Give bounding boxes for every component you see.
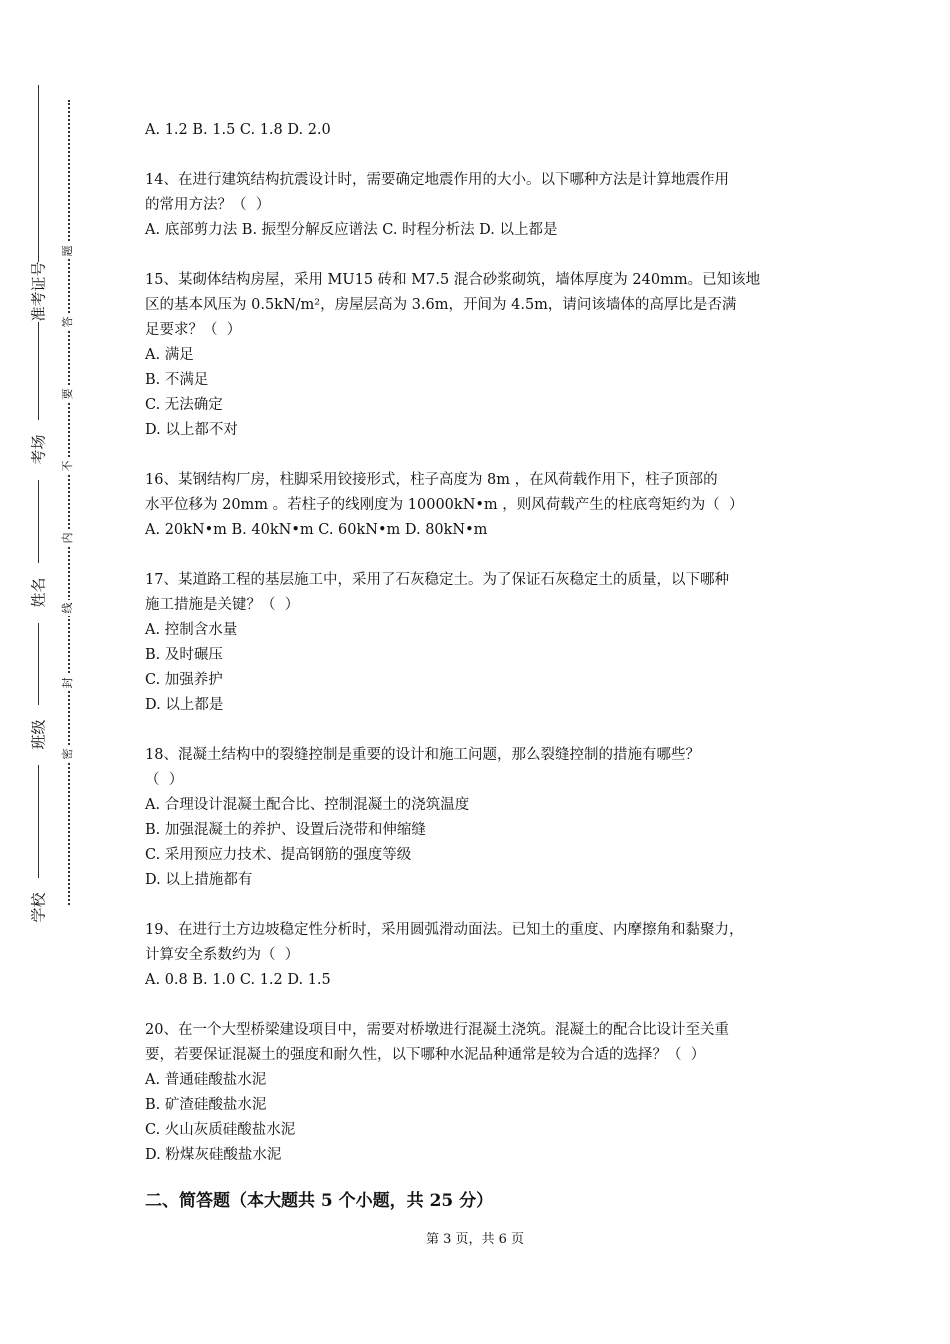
question-19-line-1: 19、在进行土方边坡稳定性分析时，采用圆弧滑动面法。已知土的重度、内摩擦角和黏聚力， [145,922,744,938]
seal-char-ti: 题 [60,243,76,259]
question-19 [145,918,825,993]
question-15-option-c: C. 无法确定 [145,397,223,413]
question-20 [145,1018,825,1168]
question-19-options: A. 0.8 B. 1.0 C. 1.2 D. 1.5 [145,972,331,988]
question-14-line-1: 14、在进行建筑结构抗震设计时，需要确定地震作用的大小。以下哪种方法是计算地震作用 [145,172,729,188]
question-20-option-a: A. 普通硅酸盐水泥 [145,1072,267,1088]
question-18-line-2: （ ） [145,772,184,788]
question-17-line-2: 施工措施是关键？（ ） [145,597,300,613]
seal-char-da: 答 [60,314,76,330]
question-15-option-d: D. 以上都不对 [145,422,238,438]
seal-char-xian: 线 [60,600,76,616]
question-18-option-d: D. 以上措施都有 [145,872,253,888]
question-15-option-b: B. 不满足 [145,372,209,388]
binding-margin [0,0,110,1344]
question-16-line-1: 16、某钢结构厂房，柱脚采用铰接形式，柱子高度为 8m ，在风荷载作用下，柱子顶部的 [145,472,718,488]
question-17-option-b: B. 及时碾压 [145,647,223,663]
field-label-admission-number: 准考证号 [26,262,52,322]
question-16-line-2: 水平位移为 20mm 。若柱子的线刚度为 10000kN•m ，则风荷载产生的柱底弯矩约为（ ） [145,497,744,513]
question-20-line-1: 20、在一个大型桥梁建设项目中，需要对桥墩进行混凝土浇筑。混凝土的配合比设计至关重 [145,1022,729,1038]
question-15 [145,268,825,443]
seal-char-mi: 密 [60,746,76,762]
field-label-name: 姓名 [26,563,52,623]
binding-dotted-line [68,100,70,905]
question-20-option-b: B. 矿渣硅酸盐水泥 [145,1097,267,1113]
page-footer: 第 3 页，共 6 页 [425,1232,525,1247]
question-14-options: A. 底部剪力法 B. 振型分解反应谱法 C. 时程分析法 D. 以上都是 [145,222,558,238]
question-18-option-b: B. 加强混凝土的养护、设置后浇带和伸缩缝 [145,822,426,838]
question-16 [145,468,825,543]
question-20-option-c: C. 火山灰质硅酸盐水泥 [145,1122,296,1138]
question-15-line-1: 15、某砌体结构房屋，采用 MU15 砖和 M7.5 混合砂浆砌筑，墙体厚度为 240mm。已知该地 [145,272,761,288]
seal-char-yao: 要 [60,386,76,402]
question-17 [145,568,825,718]
field-label-class: 班级 [26,705,52,765]
field-label-school: 学校 [26,878,52,938]
question-17-line-1: 17、某道路工程的基层施工中，采用了石灰稳定土。为了保证石灰稳定土的质量，以下哪种 [145,572,729,588]
question-18 [145,743,825,893]
question-content [145,118,825,1193]
question-19-line-2: 计算安全系数约为（ ） [145,947,300,963]
question-17-option-d: D. 以上都是 [145,697,224,713]
question-14 [145,168,825,243]
question-14-line-2: 的常用方法？（ ） [145,197,271,213]
question-13-options: A. 1.2 B. 1.5 C. 1.8 D. 2.0 [145,122,331,138]
question-15-line-3: 足要求？（ ） [145,322,242,338]
question-16-options: A. 20kN•m B. 40kN•m C. 60kN•m D. 80kN•m [145,522,488,538]
question-20-option-d: D. 粉煤灰硅酸盐水泥 [145,1147,282,1163]
seal-char-nei: 内 [60,530,76,546]
section-title-short-answer: 二、简答题（本大题共 5 个小题，共 25 分） [145,1191,494,1211]
seal-char-feng: 封 [60,675,76,691]
field-label-exam-room: 考场 [26,420,52,480]
question-17-option-c: C. 加强养护 [145,672,223,688]
question-15-option-a: A. 满足 [145,347,194,363]
question-18-option-a: A. 合理设计混凝土配合比、控制混凝土的浇筑温度 [145,797,470,813]
question-18-option-c: C. 采用预应力技术、提高钢筋的强度等级 [145,847,412,863]
question-13-options-block [145,118,825,143]
question-15-line-2: 区的基本风压为 0.5kN/m²，房屋层高为 3.6m，开间为 4.5m，请问该墙体的高厚比是否满 [145,297,737,313]
question-18-line-1: 18、混凝土结构中的裂缝控制是重要的设计和施工问题，那么裂缝控制的措施有哪些？ [145,747,700,763]
question-17-option-a: A. 控制含水量 [145,622,238,638]
seal-char-bu: 不 [60,458,76,474]
binding-solid-line [38,85,39,905]
question-20-line-2: 要，若要保证混凝土的强度和耐久性，以下哪种水泥品种通常是较为合适的选择？（ ） [145,1047,706,1063]
